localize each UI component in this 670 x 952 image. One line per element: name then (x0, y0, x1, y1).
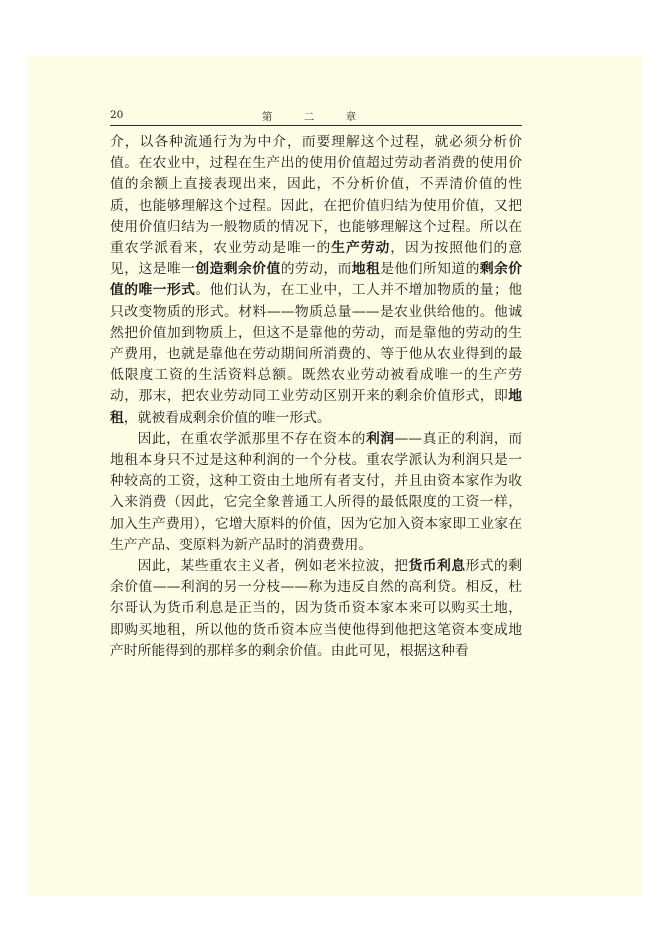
bold-term: 地租 (351, 261, 381, 278)
paragraph-1 (110, 132, 522, 429)
text-segment: 。他们认为，在工业中，工人并不增加物质的量；他只改变物质的形式。材料——物质总量——是农业供给他的。他诚然把价值加到物质上，但这不是靠他的劳动，而是靠他的劳动的生产费用，也就是靠他在劳动期间所消费的、等于他从农业得到的最低限度工资的生活资料总额。既然农业劳动被看成唯一的生产劳动，那末，把农业劳动同工业劳动区别开来的剩余价值形式，即 (110, 282, 523, 405)
text-segment: ——真正的利润，而地租本身只不过是这种利润的一个分枝。重农学派认为利润只是一种较高的工资，这种工资由土地所有者支付，并且由资本家作为收入来消费（因此，它完全象普通工人所得的最低限度的工资一样，加入生产费用），它增大原料的价值，因为它加入资本家即工业家在生产产品、变原料为新产品时的消费费用。 (110, 430, 523, 553)
text-segment: 是他们所知道的 (380, 261, 480, 278)
text-segment: ，因为按照他们的意见，这是唯一 (110, 240, 523, 278)
body-text (110, 132, 522, 662)
bold-term: 货币利息 (408, 558, 466, 575)
bold-term: 剩余价值的唯一形式 (110, 261, 523, 299)
bold-term: 地租 (110, 388, 522, 426)
bold-term: 生产劳动 (331, 240, 391, 257)
paragraph-3 (110, 556, 522, 662)
text-segment: 因此，某些重农主义者，例如老米拉波，把 (137, 558, 409, 575)
bold-term: 利润 (365, 430, 395, 447)
chapter-title: 第 二 章 (261, 111, 371, 123)
text-segment: 因此，在重农学派那里不存在资本的 (137, 430, 366, 447)
text-segment: 介，以各种流通行为为中介，而要理解这个过程，就必须分析价值。在农业中，过程在生产出的使用价值超过劳动者消费的使用价值的余额上直接表现出来，因此，不分析价值，不弄清价值的性质，也能够理解这个过程。因此，在把价值归结为使用价值，又把使用价值归结为一般物质的情况下，也能够理解这个过程。所以在重农学派看来，农业劳动是唯一的 (110, 134, 522, 257)
paragraph-2 (110, 429, 522, 556)
text-segment: 的劳动，而 (280, 261, 352, 278)
bold-term: 创造剩余价值 (195, 261, 281, 278)
text-segment: ，就被看成剩余价值的唯一形式。 (123, 409, 331, 426)
text-segment: 形式的剩余价值——利润的另一分枝——称为违反自然的高利贷。相反，杜尔哥认为货币利息是正当的，因为货币资本家本来可以购买土地，即购买地租，所以他的货币资本应当使他得到他把这笔资本变成地产时所能得到的那样多的剩余价值。由此可见，根据这种看 (110, 558, 523, 659)
page-number: 20 (110, 109, 124, 121)
running-header (110, 103, 522, 126)
